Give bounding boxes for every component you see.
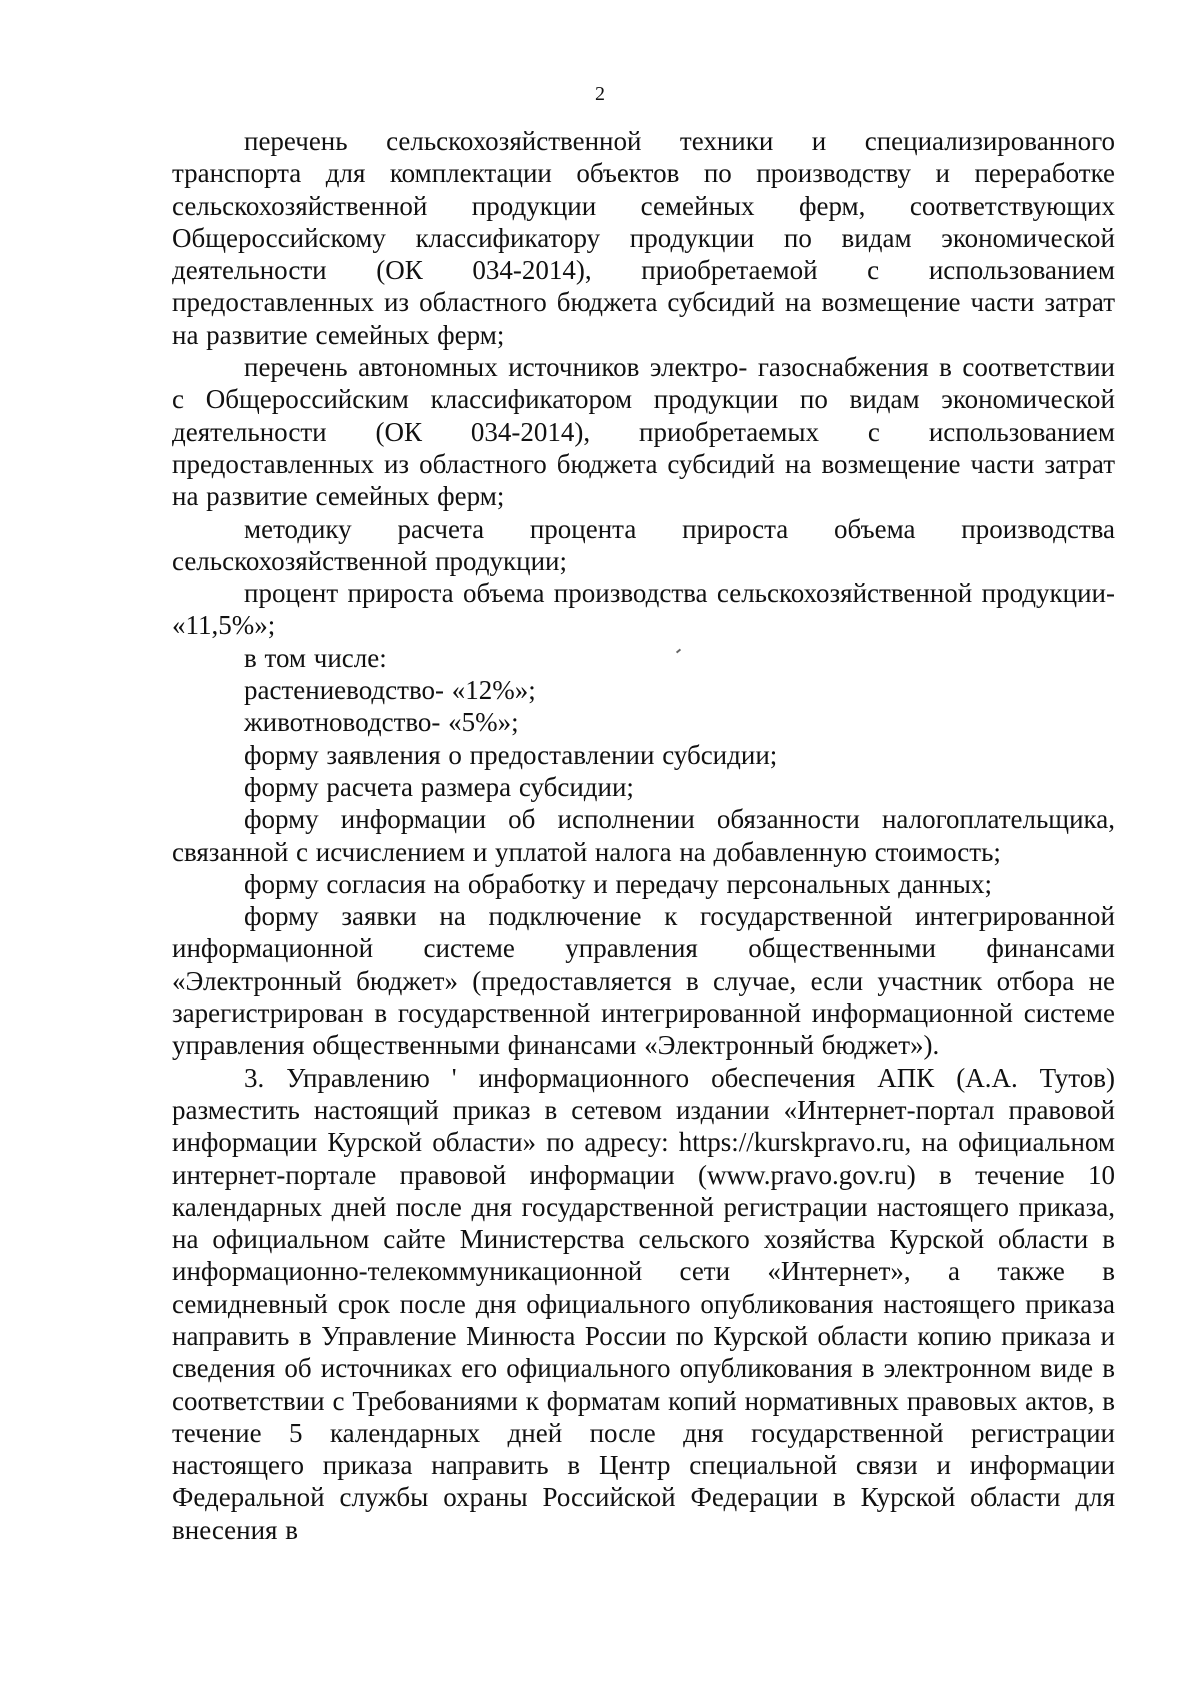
paragraph-e-budget-application-form: форму заявки на подключение к государственной интегрированной информационной системе управления общественными финансами «Электронный бюджет» (предоставляется в случае, если участник отбора не зарегистрирован в государственной интегрированной информационной системе управления общественными финансами «Электронный бюджет»). (172, 901, 1115, 1061)
paragraph-tax-info-form: форму информации об исполнении обязанности налогоплательщика, связанной с исчислением и уплатой налога на добавленную стоимость; (172, 804, 1115, 867)
paragraph-tech-list: перечень сельскохозяйственной техники и специализированного транспорта для комплектации объектов по производству и переработке сельскохозяйственной продукции семейных ферм, соответствующих Общероссийскому классификатору продукции по видам экономической деятельности (ОК 034-2014), приобретаемой с использованием предоставленных из областного бюджета субсидий на возмещение части затрат на развитие семейных ферм; (172, 126, 1115, 350)
paragraph-calculation-method: методику расчета процента прироста объема производства сельскохозяйственной продукции; (172, 513, 1115, 576)
paragraph-crop-production: растениеводство- «12%»; (244, 675, 536, 706)
paragraph-application-form: форму заявления о предоставлении субсидии; (244, 739, 778, 770)
paragraph-energy-sources-list: перечень автономных источников электро- газоснабжения в соответствии с Общероссийским классификатором продукции по видам экономической деятельности (ОК 034-2014), приобретаемых с использованием предоставленных из областного бюджета субсидий на возмещение части затрат на развитие семейных ферм; (172, 352, 1115, 512)
paragraph-consent-form: форму согласия на обработку и передачу персональных данных; (244, 868, 992, 899)
document-body (172, 125, 1115, 1546)
paragraph-growth-percent: процент прироста объема производства сельскохозяйственной продукции- «11,5%»; (172, 578, 1115, 641)
paragraph-section-3-publication: 3. Управлению ' информационного обеспечения АПК (А.А. Тутов) разместить настоящий приказ в сетевом издании «Интернет-портал правовой информации Курской области» по адресу: https://kurskpravo.ru, на официальном интернет-портале правовой информации (www.pravo.gov.ru) в течение 10 календарных дней после дня государственной регистрации настоящего приказа, на официальном сайте Министерства сельского хозяйства Курской области в информационно-телекоммуникационной сети «Интернет», а также в семидневный срок после дня официального опубликования настоящего приказа направить в Управление Минюста России по Курской области копию приказа и сведения об источниках его официального опубликования в электронном виде в соответствии с Требованиями к форматам копий нормативных правовых актов, в течение 5 календарных дней после дня государственной регистрации настоящего приказа направить в Центр специальной связи и информации Федеральной службы охраны Российской Федерации в Курской области для внесения в (172, 1062, 1115, 1545)
paragraph-including: в том числе: (244, 642, 387, 673)
paragraph-subsidy-calculation-form: форму расчета размера субсидии; (244, 771, 634, 802)
paragraph-livestock: животноводство- «5%»; (244, 707, 519, 738)
page-number: 2 (595, 83, 605, 105)
